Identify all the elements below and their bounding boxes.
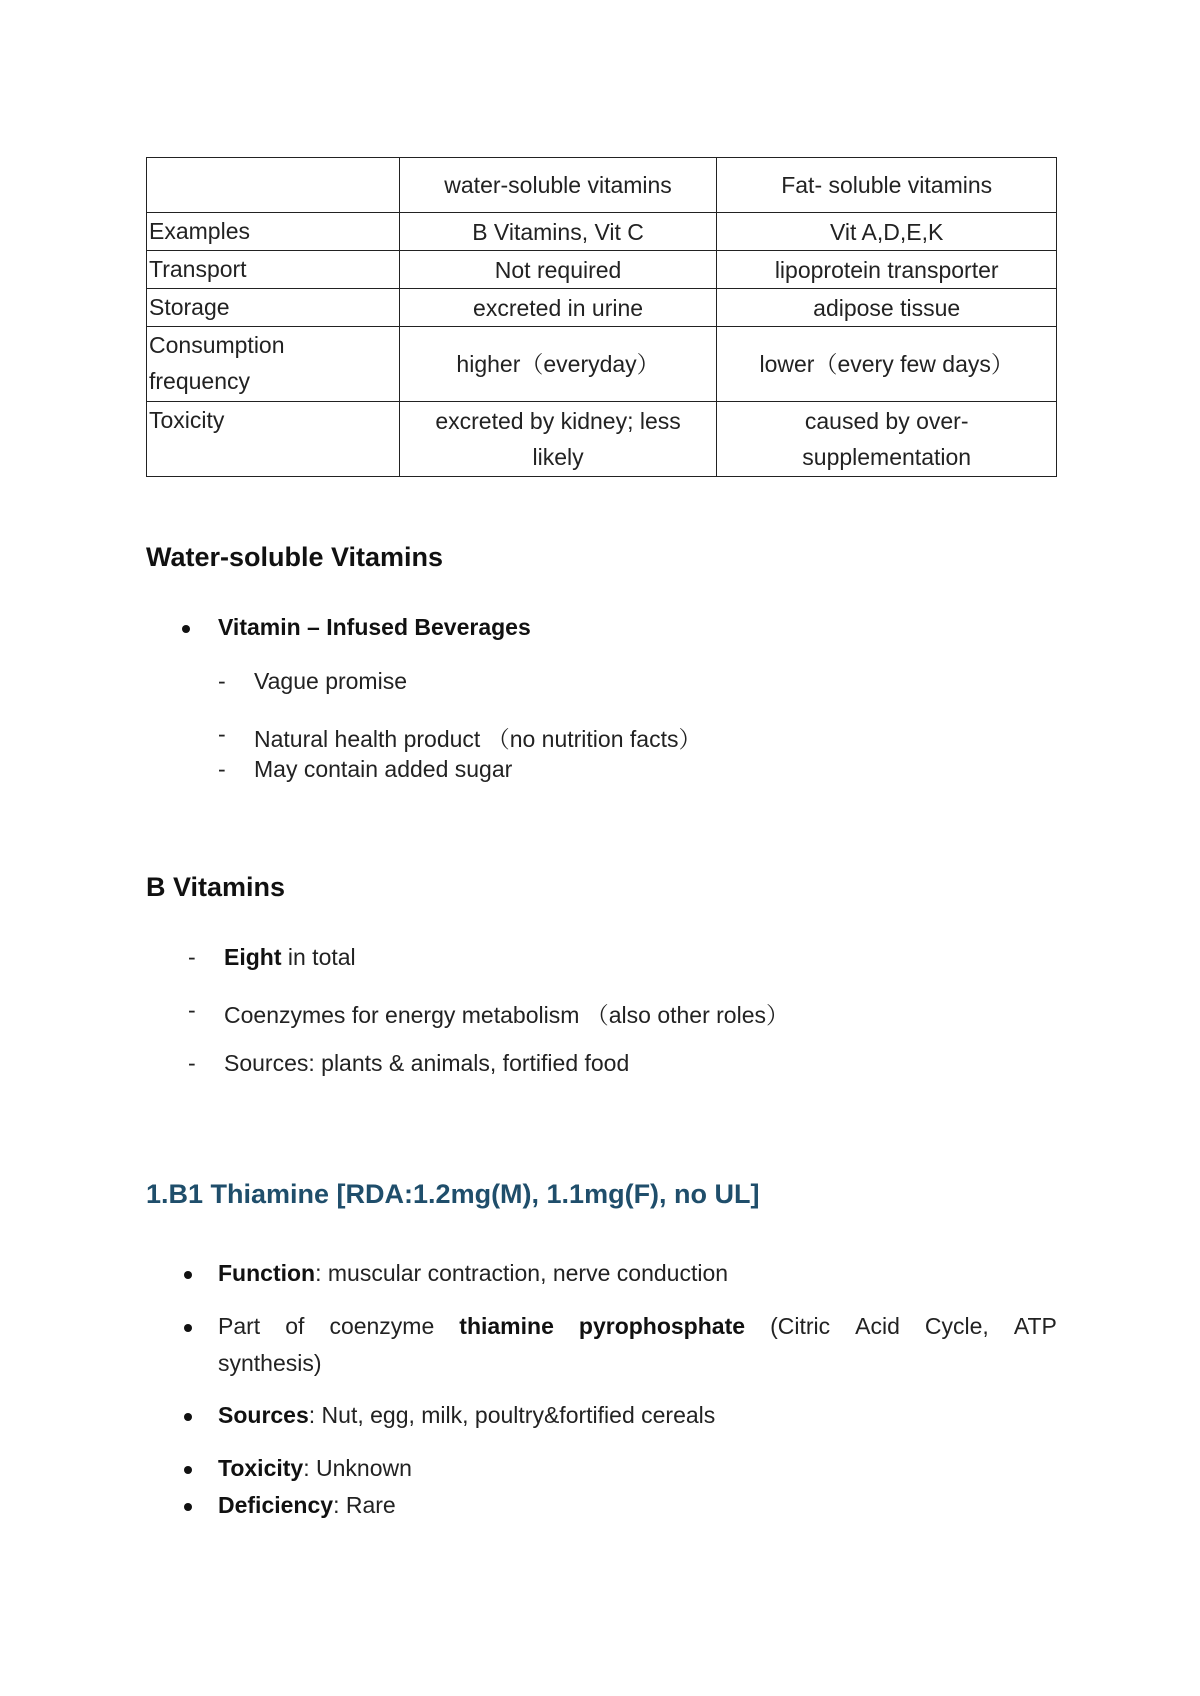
table-row: [147, 289, 1057, 327]
cell-fat: Vit A,D,E,K: [717, 213, 1057, 251]
b-item: Coenzymes for energy metabolism （also other roles）: [224, 1002, 790, 1028]
row-label-line: frequency: [149, 368, 251, 394]
water-section-heading: Water-soluble Vitamins: [146, 542, 444, 572]
cell-fat: lipoprotein transporter: [717, 251, 1057, 289]
bullet-icon: [184, 1413, 192, 1421]
dash-marker: -: [218, 668, 226, 694]
sources-label: Sources: [218, 1402, 309, 1428]
dash-marker: -: [188, 1050, 196, 1076]
bullet-icon: [182, 625, 190, 633]
coenzyme-word: Acid: [855, 1313, 900, 1339]
table-header-fat: Fat- soluble vitamins: [717, 158, 1057, 213]
bullet-icon: [184, 1503, 192, 1511]
cell-water: [399, 402, 717, 477]
table-row: [147, 251, 1057, 289]
bullet-icon: [184, 1271, 192, 1279]
table-header-water: water-soluble vitamins: [399, 158, 717, 213]
b-section-heading: B Vitamins: [146, 872, 286, 902]
b-item-bold: Eight: [224, 944, 282, 970]
water-item: Natural health product （no nutrition facts）: [254, 726, 702, 752]
coenzyme-word: coenzyme: [329, 1313, 435, 1339]
cell-line: likely: [532, 444, 584, 470]
bullet-icon: [184, 1324, 192, 1332]
coenzyme-word: Part: [218, 1313, 261, 1339]
thiamine-function: [218, 1260, 728, 1287]
cell-line: excreted by kidney; less: [435, 408, 681, 434]
thiamine-sources: [218, 1402, 715, 1429]
function-label: Function: [218, 1260, 316, 1286]
function-text: : muscular contraction, nerve conduction: [315, 1260, 729, 1286]
thiamine-heading: 1.B1 Thiamine [RDA:1.2mg(M), 1.1mg(F), no UL]: [146, 1179, 760, 1209]
vitamin-comparison-table: [146, 157, 1057, 477]
row-label-line: Consumption: [149, 332, 285, 358]
row-label: Toxicity: [147, 402, 400, 477]
dash-marker: -: [218, 721, 226, 747]
cell-water: higher（everyday）: [399, 327, 717, 402]
thiamine-coenzyme-line2: synthesis): [218, 1350, 322, 1376]
b-item: [224, 944, 356, 971]
dash-marker: -: [188, 944, 196, 970]
dash-marker: -: [188, 997, 196, 1023]
deficiency-text: : Rare: [333, 1492, 396, 1518]
row-label: Examples: [147, 213, 400, 251]
coenzyme-bold-word: thiamine: [459, 1313, 554, 1339]
coenzyme-word: Cycle,: [924, 1313, 989, 1339]
row-label: Transport: [147, 251, 400, 289]
coenzyme-bold-word: pyrophosphate: [578, 1313, 746, 1339]
table-header-blank: [147, 158, 400, 213]
cell-water: excreted in urine: [399, 289, 717, 327]
cell-water: B Vitamins, Vit C: [399, 213, 717, 251]
water-item: May contain added sugar: [254, 756, 513, 782]
table-row: [147, 213, 1057, 251]
cell-water: Not required: [399, 251, 717, 289]
cell-fat: [717, 402, 1057, 477]
table-header-row: [147, 158, 1057, 213]
cell-fat: adipose tissue: [717, 289, 1057, 327]
sources-text: : Nut, egg, milk, poultry&fortified cereals: [308, 1402, 716, 1428]
row-label: Storage: [147, 289, 400, 327]
toxicity-text: : Unknown: [303, 1455, 412, 1481]
table-row: [147, 327, 1057, 402]
thiamine-deficiency: [218, 1492, 396, 1519]
table-row: [147, 402, 1057, 477]
coenzyme-word: ATP: [1013, 1313, 1057, 1339]
deficiency-label: Deficiency: [218, 1492, 334, 1518]
row-label: [147, 327, 400, 402]
cell-fat: lower（every few days）: [717, 327, 1057, 402]
cell-line: caused by over-: [804, 408, 969, 434]
cell-line: supplementation: [802, 444, 972, 470]
coenzyme-word: of: [285, 1313, 305, 1339]
b-item: Sources: plants & animals, fortified food: [224, 1050, 630, 1076]
dash-marker: -: [218, 756, 226, 782]
coenzyme-word: (Citric: [770, 1313, 831, 1339]
thiamine-toxicity: [218, 1455, 412, 1482]
bullet-icon: [184, 1466, 192, 1474]
water-item: Vague promise: [254, 668, 407, 694]
water-bullet-title: Vitamin – Infused Beverages: [218, 614, 531, 640]
b-item-text: in total: [281, 944, 356, 970]
toxicity-label: Toxicity: [218, 1455, 304, 1481]
thiamine-coenzyme-line: [218, 1313, 1057, 1340]
